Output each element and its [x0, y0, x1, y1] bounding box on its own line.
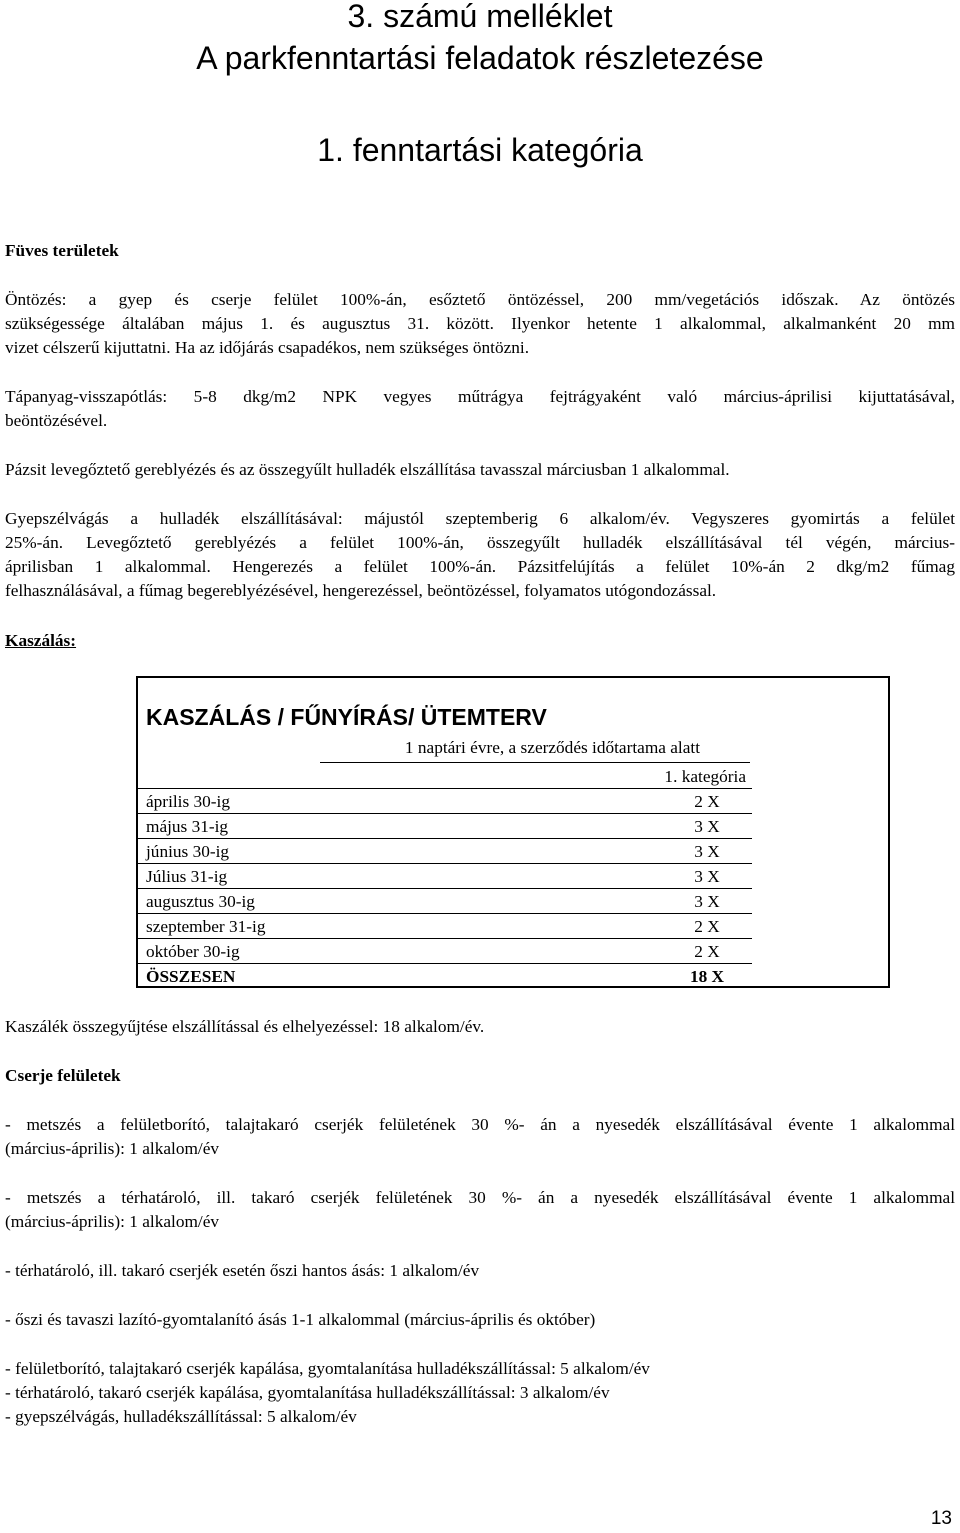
row-label: október 30-ig — [146, 942, 240, 961]
list-item: - metszés a felületborító, talajtakaró cserjék felületének 30 %- án a nyesedék elszállításával évente 1 alkalommal — [5, 1115, 955, 1134]
row-label: április 30-ig — [146, 792, 230, 811]
divider — [138, 913, 752, 914]
divider — [138, 838, 752, 839]
list-item: - térhatároló, ill. takaró cserjék esetén őszi hantos ásás: 1 alkalom/év — [5, 1261, 480, 1280]
row-value: 2 X — [694, 917, 720, 936]
section-heading-fuves: Füves területek — [5, 241, 119, 260]
table-row — [138, 815, 888, 840]
divider — [320, 762, 750, 763]
row-value: 3 X — [694, 867, 720, 886]
divider — [138, 813, 752, 814]
paragraph-line: beöntözésével. — [5, 411, 108, 430]
list-item: - gyepszélvágás, hulladékszállítással: 5 alkalom/év — [5, 1407, 357, 1426]
table-row — [138, 840, 888, 865]
paragraph-line: Öntözés: a gyep és cserje felület 100%-án, esőztető öntözéssel, 200 mm/vegetációs időszak. Az öntözés — [5, 290, 955, 309]
divider — [138, 938, 752, 939]
mowing-note: Kaszálék összegyűjtése elszállítással és elhelyezéssel: 18 alkalom/év. — [5, 1017, 485, 1036]
table-row — [138, 940, 888, 965]
total-value: 18 X — [689, 967, 725, 986]
section-heading-kaszalas: Kaszálás: — [5, 631, 77, 650]
paragraph-line: Pázsit levegőztető gereblyézés és az összegyűlt hulladék elszállítása tavasszal márciusban 1 alkalommal. — [5, 460, 730, 479]
category-title: 1. fenntartási kategória — [317, 132, 643, 168]
list-item: - felületborító, talajtakaró cserjék kapálása, gyomtalanítása hulladékszállítással: 5 alkalom/év — [5, 1359, 650, 1378]
section-heading-cserje: Cserje felületek — [5, 1066, 121, 1085]
divider — [138, 963, 752, 964]
paragraph-line: Gyepszélvágás a hulladék elszállításával: májustól szeptemberig 6 alkalom/év. Vegyszeres gyomirtás a felület — [5, 509, 955, 528]
paragraph-line: felhasználásával, a fűmag begereblyézésével, hengerezéssel, beöntözéssel, folyamatos utógondozással. — [5, 581, 717, 600]
row-value: 2 X — [694, 942, 720, 961]
row-value: 3 X — [694, 892, 720, 911]
table-total-row — [138, 965, 888, 990]
divider — [138, 788, 752, 789]
list-item: (március-április): 1 alkalom/év — [5, 1212, 220, 1231]
row-value: 2 X — [694, 792, 720, 811]
document-title: A parkfenntartási feladatok részletezése — [196, 40, 764, 76]
row-label: augusztus 30-ig — [146, 892, 255, 911]
paragraph-line: Tápanyag-visszapótlás: 5-8 dkg/m2 NPK vegyes műtrágya fejtrágyaként való március-áprilisi kijuttatásával, — [5, 387, 955, 406]
divider — [138, 888, 752, 889]
category-header: 1. kategória — [664, 767, 746, 786]
paragraph-line: szükségessége általában május 1. és augusztus 31. között. Ilyenkor hetente 1 alkalommal, alkalmanként 20 mm — [5, 314, 955, 333]
row-label: június 30-ig — [146, 842, 230, 861]
annex-title: 3. számú melléklet — [347, 0, 613, 34]
paragraph-line: 25%-án. Levegőztető gereblyézés a felület 100%-án, összegyűlt hulladék elszállításával tél végén, március- — [5, 533, 955, 552]
row-label: május 31-ig — [146, 817, 229, 836]
table-subtitle: 1 naptári évre, a szerződés időtartama alatt — [404, 738, 700, 757]
divider — [138, 863, 752, 864]
row-label: Július 31-ig — [146, 867, 228, 886]
list-item: (március-április): 1 alkalom/év — [5, 1139, 220, 1158]
row-value: 3 X — [694, 842, 720, 861]
total-label: ÖSSZESEN — [146, 967, 236, 986]
paragraph-line: vizet célszerű kijuttatni. Ha az időjárás csapadékos, nem szükséges öntözni. — [5, 338, 530, 357]
table-title: KASZÁLÁS / FŰNYÍRÁS/ ÜTEMTERV — [146, 704, 547, 730]
paragraph-line: áprilisban 1 alkalommal. Hengerezés a felület 100%-án. Pázsitfelújítás a felület 10%-án 2 dkg/m2 fűmag — [5, 557, 955, 576]
mowing-schedule-table — [136, 676, 890, 988]
row-value: 3 X — [694, 817, 720, 836]
table-row — [138, 865, 888, 890]
table-row — [138, 890, 888, 915]
list-item: - metszés a térhatároló, ill. takaró cserjék felületének 30 %- án a nyesedék elszállításával évente 1 alkalommal — [5, 1188, 955, 1207]
list-item: - térhatároló, takaró cserjék kapálása, gyomtalanítása hulladékszállítással: 3 alkalom/év — [5, 1383, 610, 1402]
page-number: 13 — [930, 1508, 952, 1529]
row-label: szeptember 31-ig — [146, 917, 266, 936]
table-row — [138, 790, 888, 815]
table-row — [138, 915, 888, 940]
list-item: - őszi és tavaszi lazító-gyomtalanító ásás 1-1 alkalommal (március-április és október) — [5, 1310, 596, 1329]
